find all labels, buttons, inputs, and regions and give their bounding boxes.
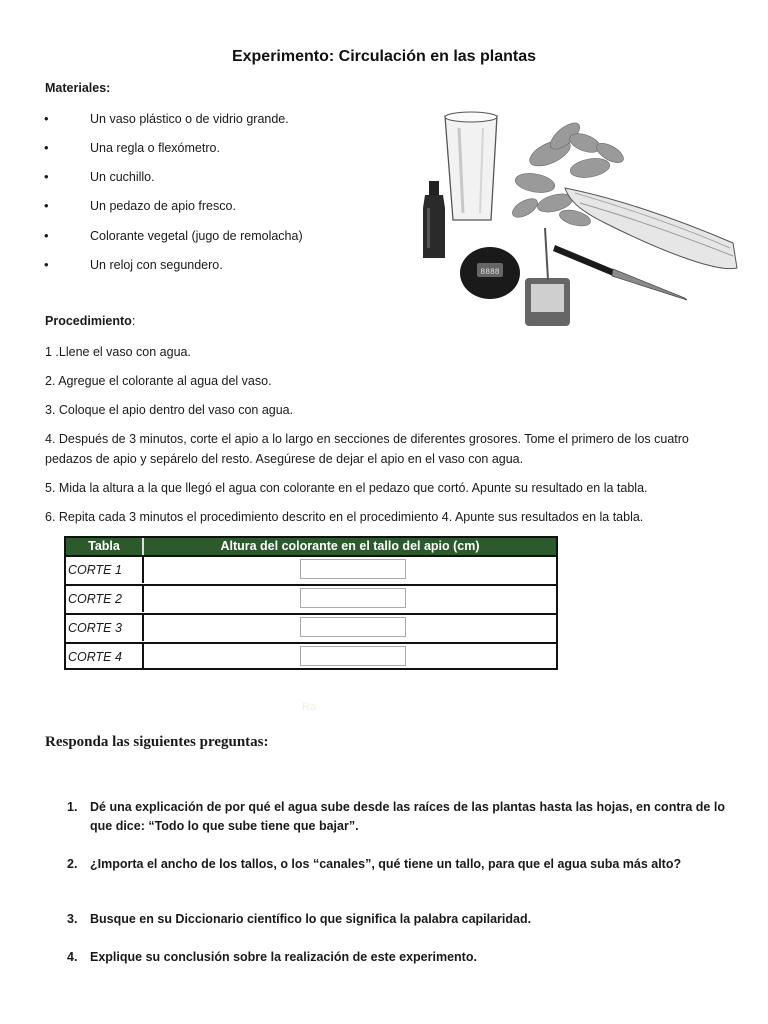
question-text: Explique su conclusión sobre la realización de este experimento.: [90, 950, 477, 964]
page-title: Experimento: Circulación en las plantas: [231, 48, 537, 65]
materials-illustration: [415, 108, 745, 333]
material-text: Un vaso plástico o de vidrio grande.: [90, 112, 289, 126]
table-row: [66, 613, 556, 641]
table-header: [66, 538, 556, 555]
bullet: •: [44, 257, 49, 272]
row-label: CORTE 4: [66, 644, 144, 670]
table-row: [66, 555, 556, 583]
bottle-icon: [423, 181, 445, 258]
question-item: [67, 948, 727, 968]
material-text: Una regla o flexómetro.: [90, 141, 220, 155]
row-label: CORTE 1: [66, 557, 144, 583]
material-text: Un pedazo de apio fresco.: [90, 199, 236, 213]
table-row: [66, 584, 556, 612]
timer-icon: [460, 247, 520, 299]
bullet: •: [44, 140, 49, 155]
table-header-cell: Tabla: [66, 538, 144, 555]
question-text: ¿Importa el ancho de los tallos, o los “canales”, qué tiene un tallo, para que el agua suba más alto?: [90, 857, 682, 871]
table-row: [66, 642, 556, 670]
material-text: Un cuchillo.: [90, 170, 155, 184]
question-number: 1.: [67, 800, 78, 814]
row-label: CORTE 3: [66, 615, 144, 641]
question-item: [67, 798, 727, 838]
procedure-heading-colon: :: [131, 314, 136, 328]
bullet: •: [44, 169, 49, 184]
celery-stalk-icon: [565, 188, 737, 269]
procedure-step: 3. Coloque el apio dentro del vaso con agua.: [45, 403, 294, 417]
procedure-heading: [45, 314, 135, 328]
materials-heading: Materiales:: [45, 81, 111, 95]
questions-heading: Responda las siguientes preguntas:: [45, 734, 269, 750]
svg-text:8888: 8888: [480, 268, 500, 277]
procedure-step: 4. Después de 3 minutos, corte el apio a lo largo en secciones de diferentes grosores. Tome el primero de los cuatro pedazos de apio y sepárelo del resto. Asegúrese de dejar el apio en el vaso con agua.: [45, 432, 689, 466]
result-input[interactable]: [300, 646, 406, 666]
glass-icon: [445, 112, 497, 220]
table-header-cell: Altura del colorante en el tallo del apio (cm): [220, 539, 480, 553]
procedure-step: 5. Mida la altura a la que llegó el agua con colorante en el pedazo que cortó. Apunte su resultado en la tabla.: [45, 481, 648, 495]
material-text: Colorante vegetal (jugo de remolacha): [90, 229, 303, 243]
procedure-step: 1 .Llene el vaso con agua.: [45, 345, 191, 359]
faint-text: Ra: [302, 701, 317, 713]
bullet: •: [44, 198, 49, 213]
question-number: 3.: [67, 912, 78, 926]
results-table: [64, 536, 558, 670]
question-text: Dé una explicación de por qué el agua sube desde las raíces de las plantas hasta las hojas, en contra de lo que dice: “Todo lo que sube tiene que bajar”.: [90, 800, 725, 833]
result-input[interactable]: [300, 617, 406, 637]
question-item: [67, 910, 727, 930]
result-input[interactable]: [300, 588, 406, 608]
question-text: Busque en su Diccionario científico lo que significa la palabra capilaridad.: [90, 912, 532, 926]
ruler-icon: [525, 228, 570, 326]
knife-icon: [553, 245, 687, 300]
bullet: •: [44, 111, 49, 126]
row-label: CORTE 2: [66, 586, 144, 612]
question-number: 2.: [67, 857, 78, 871]
bullet: •: [44, 228, 49, 243]
procedure-step: 2. Agregue el colorante al agua del vaso.: [45, 374, 272, 388]
procedure-step: 6. Repita cada 3 minutos el procedimiento descrito en el procedimiento 4. Apunte sus resultados en la tabla.: [45, 510, 644, 524]
procedure-heading-text: Procedimiento: [45, 314, 132, 328]
question-number: 4.: [67, 950, 78, 964]
result-input[interactable]: [300, 559, 406, 579]
material-text: Un reloj con segundero.: [90, 258, 223, 272]
question-item: [67, 855, 727, 875]
